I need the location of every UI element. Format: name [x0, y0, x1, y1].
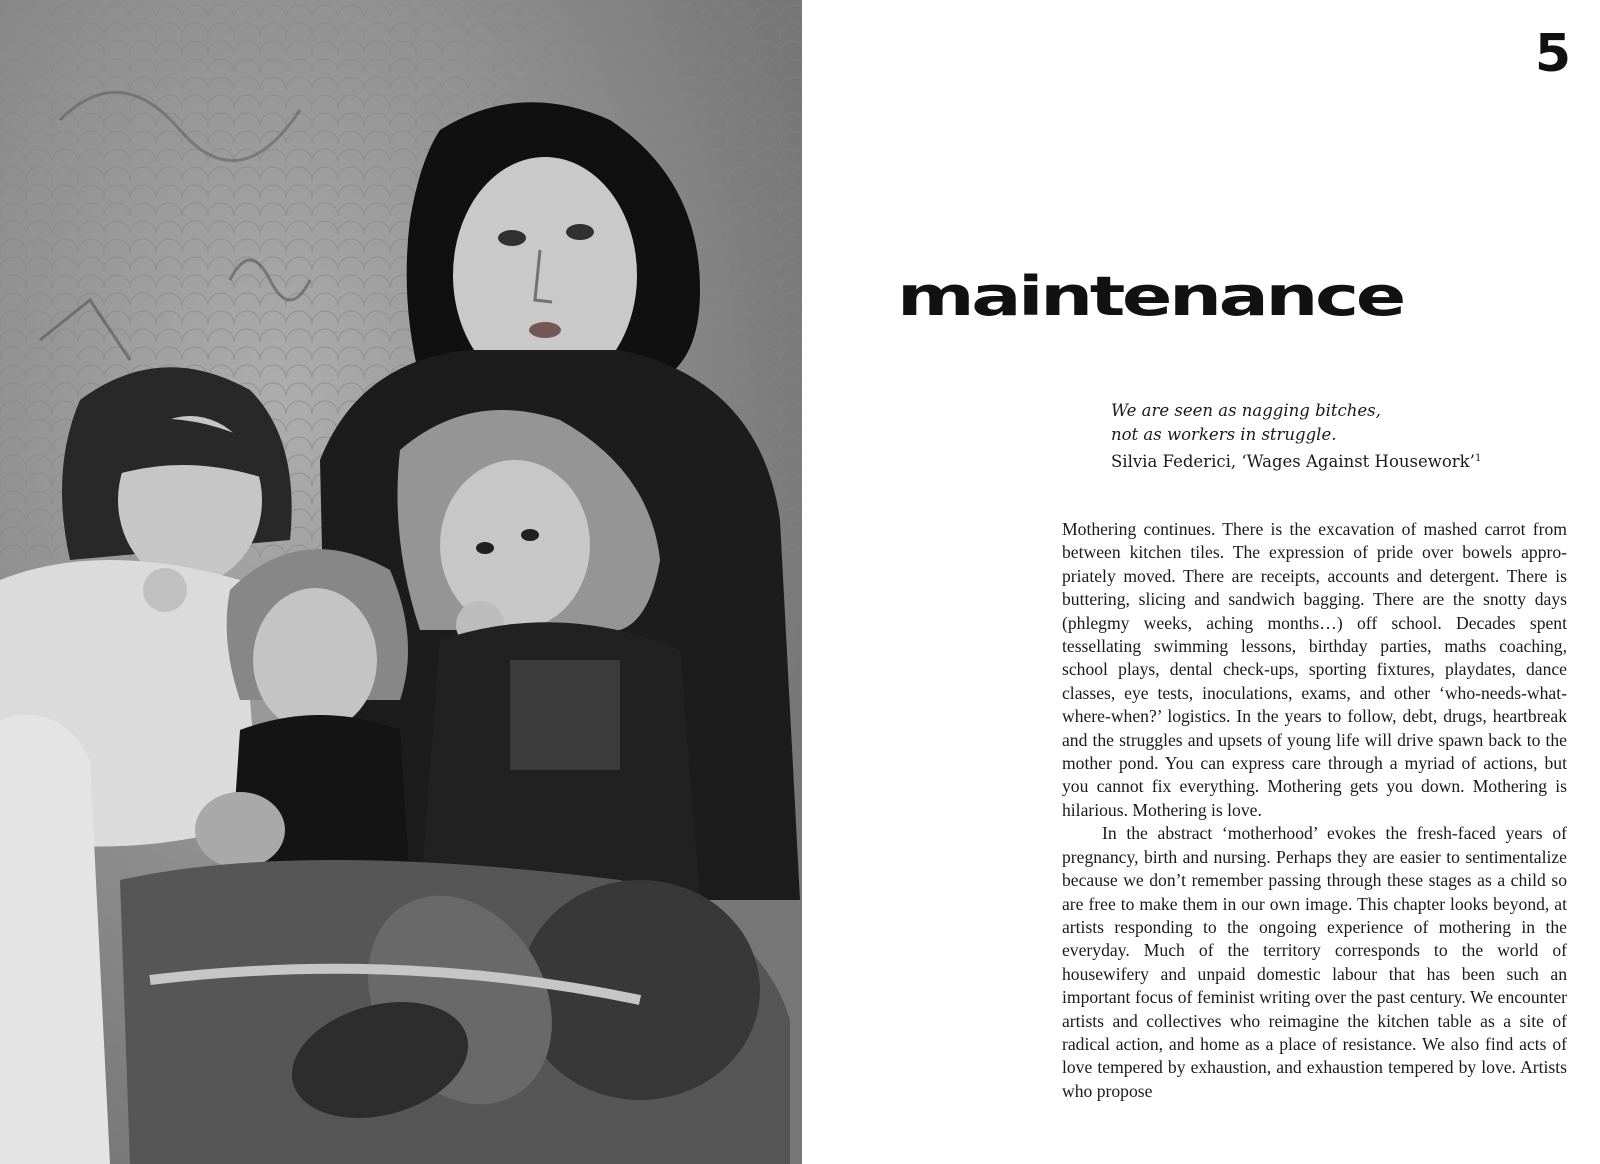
body-paragraph: In the abstract ‘motherhood’ evokes the fresh-faced years of pregnancy, birth and nursing. Perhaps they are easier to sentimentalize because we don’t remember passing through these stages as a child so are free to make them in our own image. This chapter looks beyond, at artists responding to the ongoing experience of mothering in the everyday. Much of the territory corresponds to the world of housewifery and unpaid domestic labour that has been such an important focus of feminist writing over the past century. We encounter artists and collectives who reimagine the kitchen table as a site of radical action, and home as a place of resistance. We also find acts of love tempered by exhaustion, and exhaustion tempered by love. Artists who propose — [1062, 823, 1567, 1101]
chapter-title: maintenance — [897, 265, 1403, 328]
epigraph-source-text: Silvia Federici, ‘Wages Against Housework’ — [1111, 452, 1475, 471]
epigraph-source — [1111, 447, 1551, 474]
epigraph-quote-line-1: We are seen as nagging bitches, — [1111, 401, 1381, 420]
chapter-number: 5 — [1534, 24, 1570, 84]
footnote-marker: 1 — [1474, 453, 1482, 464]
epigraph-quote-line-2: not as workers in struggle. — [1111, 425, 1337, 444]
body-text — [1062, 518, 1567, 1103]
body-paragraph: Mothering continues. There is the excavation of mashed carrot from between kitchen tiles. The expression of pride over bowels appropriately moved. There are receipts, accounts and detergent. There is buttering, slicing and sandwich bagging. There are the snotty days (phlegmy weeks, aching months…) off school. Decades spent tessellating swimming lessons, birthday parties, maths coaching, school plays, dental check-ups, sporting fixtures, playdates, dance classes, eye tests, inoculations, exams, and other ‘who-needs-what-where-when?’ logistics. In the years to follow, debt, drugs, heartbreak and the struggles and upsets of young life will drive spawn back to the mother pond. You can express care through a myriad of actions, but you cannot fix everything. Mothering gets you down. Mothering is hilarious. Mothering is love. — [1062, 519, 1567, 820]
epigraph — [1111, 399, 1551, 474]
